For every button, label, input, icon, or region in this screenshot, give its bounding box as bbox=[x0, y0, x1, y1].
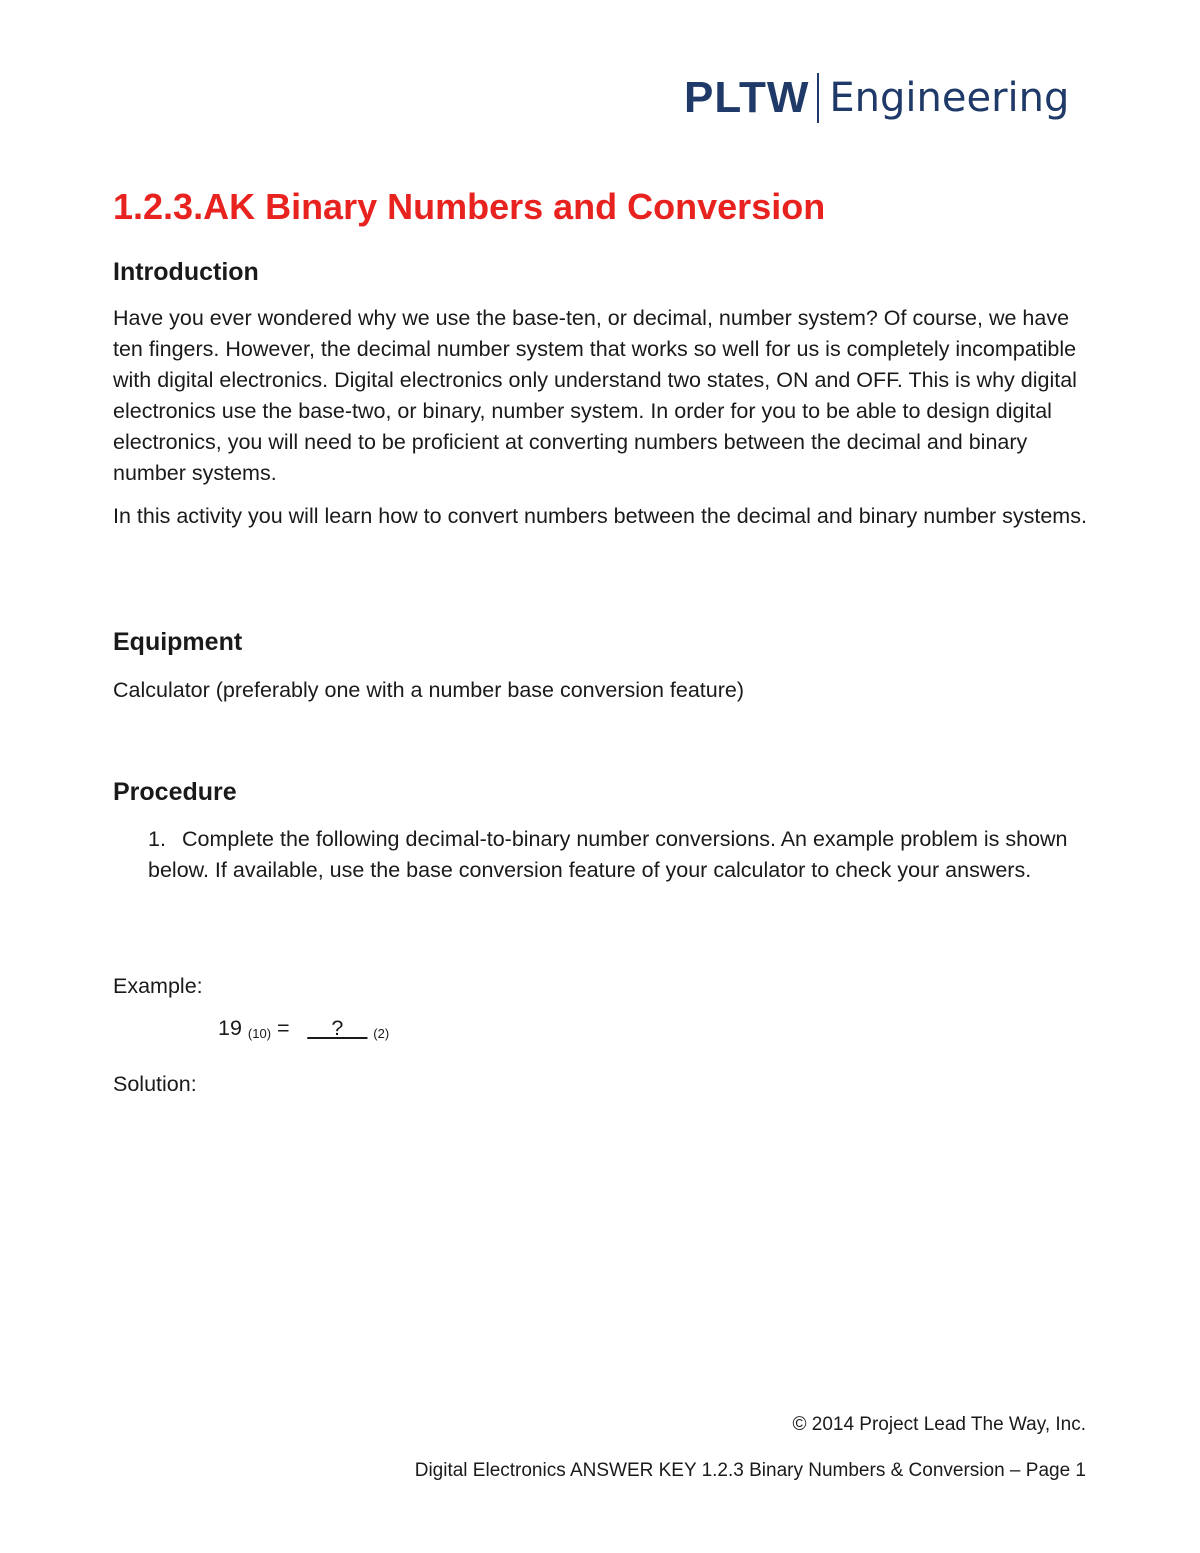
example-answer-blank: __?__ bbox=[307, 1016, 368, 1040]
footer-copyright: © 2014 Project Lead The Way, Inc. bbox=[792, 1414, 1086, 1435]
step-text: Complete the following decimal-to-binary number conversions. An example problem is shown below. If available, use the base conversion feature of your calculator to check your answers. bbox=[148, 827, 1068, 882]
step-number: 1. bbox=[148, 827, 166, 851]
logo-text: Engineering bbox=[829, 75, 1070, 121]
document-title: 1.2.3.AK Binary Numbers and Conversion bbox=[113, 186, 826, 227]
example-equation bbox=[218, 1016, 389, 1041]
introduction-paragraph-1: Have you ever wondered why we use the base-ten, or decimal, number system? Of course, we have ten fingers. However, the decimal number system that works so well for us is completely incompatible with digital electronics. Digital electronics only understand two states, ON and OFF. This is why digital electronics use the base-two, or binary, number system. In order for you to be able to design digital electronics, you will need to be proficient at converting numbers between the decimal and binary number systems. bbox=[113, 306, 1077, 485]
equipment-item: Calculator (preferably one with a number base conversion feature) bbox=[113, 678, 744, 702]
logo-mark: PLTW bbox=[684, 73, 810, 122]
procedure-step-1 bbox=[148, 824, 1093, 886]
equipment-heading: Equipment bbox=[113, 628, 243, 656]
footer-page-line: Digital Electronics ANSWER KEY 1.2.3 Binary Numbers & Conversion – Page 1 bbox=[414, 1460, 1086, 1481]
example-equals: = bbox=[277, 1016, 290, 1040]
example-value: 19 bbox=[218, 1016, 242, 1040]
example-base-to: (2) bbox=[373, 1026, 390, 1041]
example-label: Example: bbox=[113, 974, 203, 998]
pltw-engineering-logo bbox=[684, 70, 1069, 126]
introduction-heading: Introduction bbox=[113, 258, 259, 286]
solution-label: Solution: bbox=[113, 1072, 197, 1096]
procedure-heading: Procedure bbox=[113, 778, 237, 806]
introduction-paragraph-2: In this activity you will learn how to convert numbers between the decimal and binary number systems. bbox=[113, 504, 1087, 528]
example-base-from: (10) bbox=[247, 1026, 272, 1041]
logo-divider bbox=[817, 73, 819, 123]
